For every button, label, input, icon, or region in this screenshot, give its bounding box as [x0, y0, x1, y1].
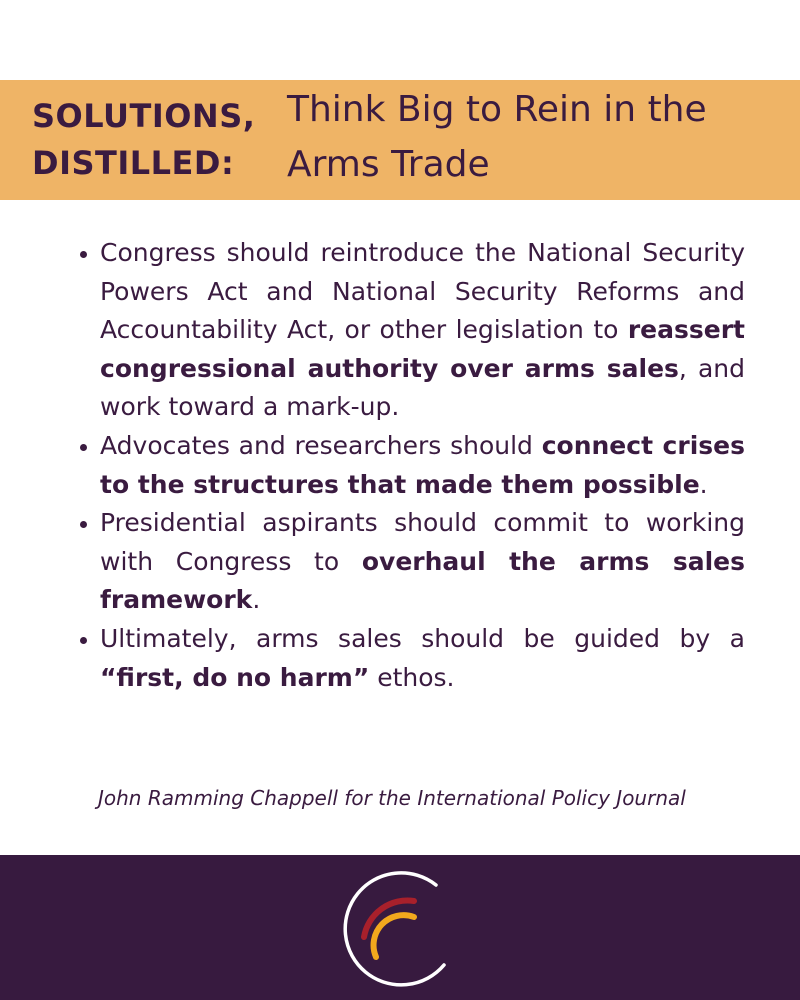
bullet-dot-icon: [80, 444, 87, 451]
page-title-line-1: Think Big to Rein in the: [287, 89, 707, 130]
logo-arc-gold: [374, 915, 414, 957]
list-item: [100, 620, 745, 697]
emphasis-text: connect crises to the structures that made them possible: [100, 430, 745, 499]
emphasis-text: overhaul the arms sales framework: [100, 546, 745, 615]
bullet-dot-icon: [80, 637, 87, 644]
list-item: [100, 427, 745, 504]
emphasis-text: “first, do no harm”: [100, 662, 370, 692]
emphasis-text: reassert congressional authority over arms sales: [100, 315, 745, 383]
list-item-text: .: [252, 585, 261, 615]
section-label-line-1: SOLUTIONS,: [32, 97, 256, 135]
list-item-text: Congress should reintroduce the National Security Powers Act and National Security Reforms and Accountability Act, or other legislation to: [100, 238, 745, 345]
author-credit: John Ramming Chappell for the International Policy Journal: [98, 786, 686, 810]
list-item-text: Advocates and researchers should: [100, 430, 542, 460]
logo-arc-white: [345, 873, 444, 985]
recommendations-list: [100, 234, 745, 697]
journal-logo-icon: [340, 865, 460, 990]
list-item-text: , and work toward a mark-up.: [100, 353, 745, 422]
bullet-dot-icon: [80, 521, 87, 528]
list-item-text: Presidential aspirants should commit to working with Congress to: [100, 508, 745, 576]
list-item: [100, 504, 745, 620]
bullet-dot-icon: [80, 251, 87, 258]
page-title-line-2: Arms Trade: [287, 144, 490, 185]
list-item: [100, 234, 745, 427]
list-item-text: ethos.: [369, 662, 455, 692]
list-item-text: .: [699, 469, 708, 499]
section-label-line-2: DISTILLED:: [32, 144, 235, 182]
list-item-text: Ultimately, arms sales should be guided by a: [100, 623, 745, 653]
